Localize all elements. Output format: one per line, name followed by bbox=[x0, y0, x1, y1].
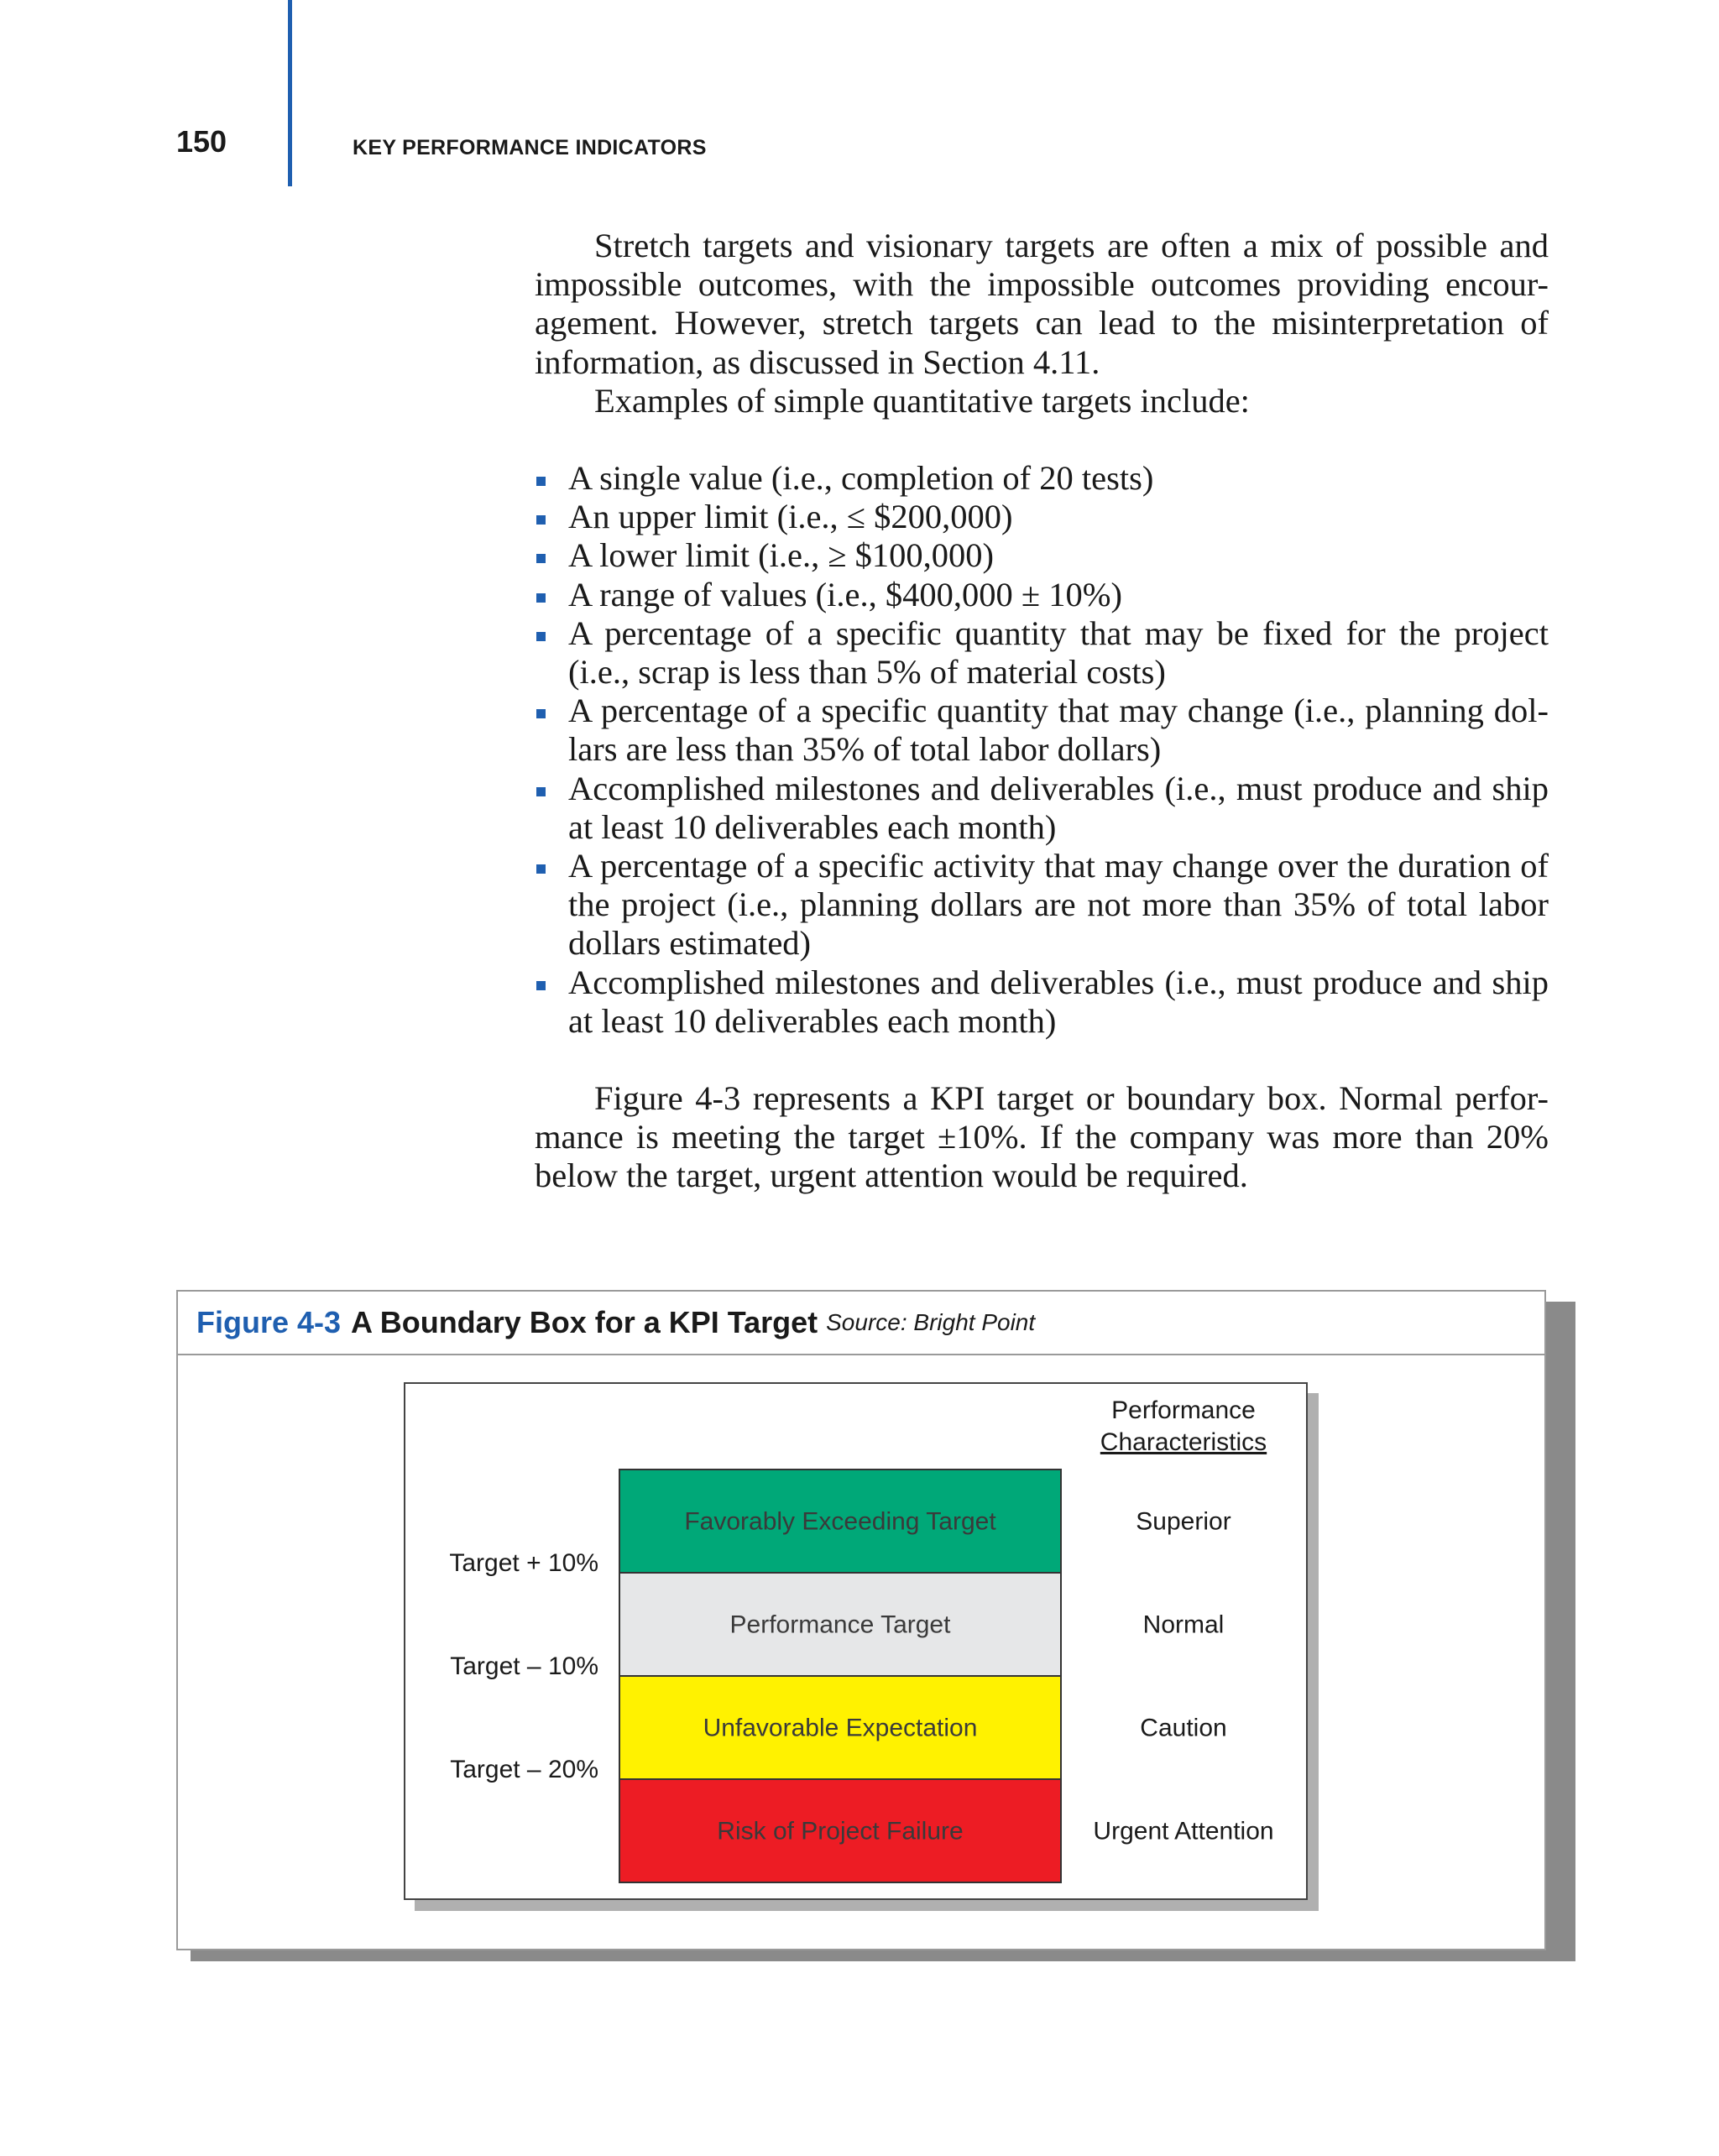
header-rule bbox=[288, 0, 292, 186]
paragraph: Stretch targets and visionary targets are often a mix of possible and impossible outcomes, with the impossible outcomes providing encour-agement. However, stretch targets can lead to the misinterpretation of information, as discussed in Section 4.11. bbox=[535, 227, 1549, 381]
list-item: A percentage of a specific quantity that may be fixed for the project (i.e., scrap is less than 5% of material costs) bbox=[535, 614, 1549, 692]
characteristic-label: Normal bbox=[1142, 1610, 1225, 1639]
body-text bbox=[535, 227, 1549, 1196]
bullet-icon bbox=[536, 981, 546, 990]
running-head: KEY PERFORMANCE INDICATORS bbox=[353, 136, 707, 159]
boundary-box-chart bbox=[404, 1382, 1308, 1900]
characteristic-label: Superior bbox=[1136, 1507, 1231, 1536]
band-label: Favorably Exceeding Target bbox=[684, 1507, 996, 1536]
list-item: A range of values (i.e., $400,000 ± 10%) bbox=[535, 576, 1549, 614]
column-header: Performance bbox=[1111, 1396, 1256, 1424]
column-header-underlined: Characteristics bbox=[1100, 1428, 1267, 1456]
list-item: A lower limit (i.e., ≥ $100,000) bbox=[535, 536, 1549, 575]
list-item: Accomplished milestones and deliverables (i.e., must produce and ship at least 10 deliverables each month) bbox=[535, 963, 1549, 1041]
figure-source: Source: Bright Point bbox=[826, 1309, 1036, 1335]
bullet-list bbox=[535, 459, 1549, 1041]
list-item: Accomplished milestones and deliverables (i.e., must produce and ship at least 10 deliverables each month) bbox=[535, 770, 1549, 847]
page-number: 150 bbox=[176, 124, 227, 159]
list-item: A percentage of a specific activity that may change over the duration of the project (i.e., planning dollars are not more than 35% of total labor dollars estimated) bbox=[535, 847, 1549, 963]
characteristic-label: Urgent Attention bbox=[1093, 1817, 1274, 1845]
boundary-label: Target – 20% bbox=[450, 1756, 598, 1783]
bullet-icon bbox=[536, 709, 546, 718]
bullet-icon bbox=[536, 593, 546, 603]
list-item: An upper limit (i.e., ≤ $200,000) bbox=[535, 498, 1549, 536]
figure-caption bbox=[178, 1292, 1544, 1355]
paragraph: Figure 4-3 represents a KPI target or boundary box. Normal perfor-mance is meeting the target ±10%. If the company was more than 20% below the target, urgent attention would be required. bbox=[535, 1079, 1549, 1195]
bullet-icon bbox=[536, 632, 546, 641]
characteristic-label: Caution bbox=[1140, 1714, 1227, 1742]
figure-number: Figure 4-3 bbox=[196, 1305, 342, 1339]
bullet-icon bbox=[536, 554, 546, 563]
bullet-icon bbox=[536, 864, 546, 874]
band-label: Unfavorable Expectation bbox=[703, 1714, 978, 1742]
bullet-icon bbox=[536, 515, 546, 525]
boundary-label: Target – 10% bbox=[450, 1652, 598, 1680]
list-item: A percentage of a specific quantity that may change (i.e., planning dol-lars are less than 35% of total labor dollars) bbox=[535, 692, 1549, 769]
bullet-icon bbox=[536, 787, 546, 796]
band-label: Risk of Project Failure bbox=[717, 1817, 964, 1845]
list-item: A single value (i.e., completion of 20 tests) bbox=[535, 459, 1549, 498]
paragraph: Examples of simple quantitative targets include: bbox=[594, 381, 1250, 420]
bullet-icon bbox=[536, 477, 546, 486]
band-label: Performance Target bbox=[729, 1610, 951, 1639]
boundary-label: Target + 10% bbox=[449, 1549, 598, 1577]
figure-title: A Boundary Box for a KPI Target bbox=[351, 1305, 818, 1339]
